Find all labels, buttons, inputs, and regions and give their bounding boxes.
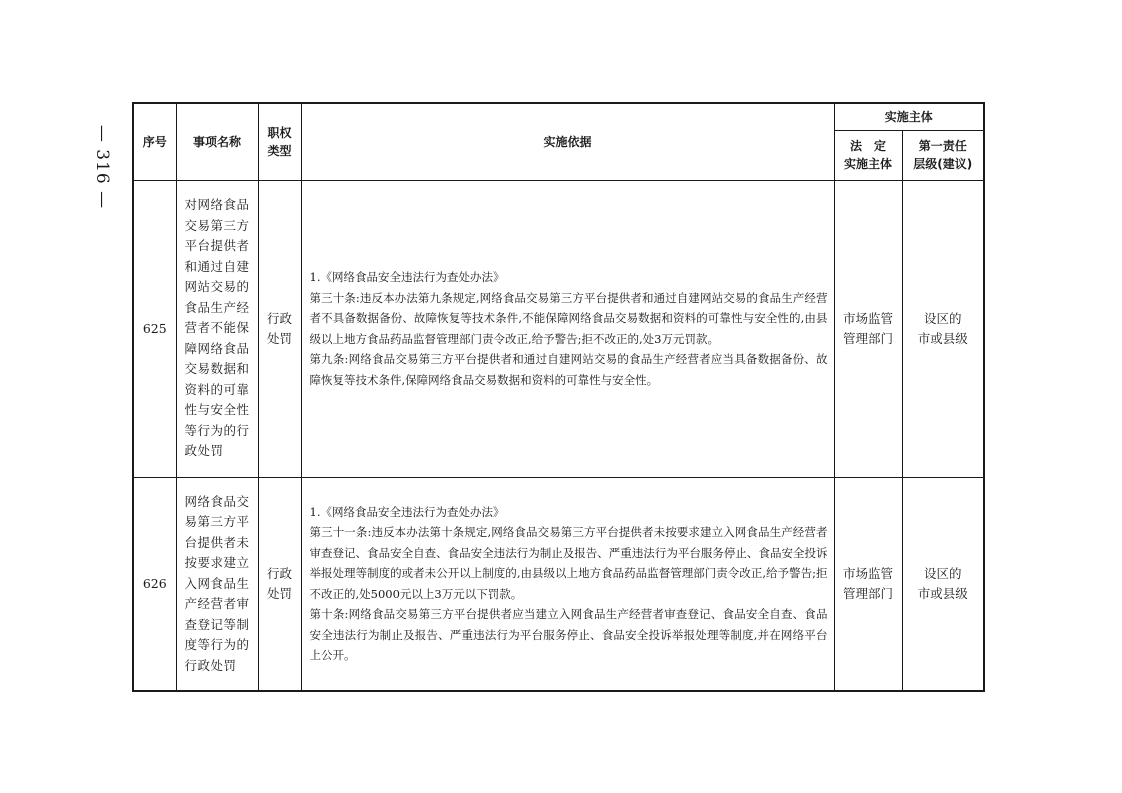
row-item-name: 网络食品交易第三方平台提供者未按要求建立入网食品生产经营者审查登记等制度等行为的行政处罚: [176, 477, 258, 691]
header-first-line1: 第一责任: [918, 139, 967, 153]
row-type-line2: 处罚: [266, 585, 292, 601]
header-seq: 序号: [133, 103, 176, 180]
header-basis: 实施依据: [301, 103, 834, 180]
page-number-text: — 316 —: [92, 124, 113, 210]
header-legal-line1: 法 定: [849, 139, 886, 153]
row-legal-line1: 市场监管: [842, 310, 893, 326]
header-legal-subject: [834, 130, 902, 180]
header-first-line2: 层级(建议): [913, 157, 973, 171]
row-seq: 626: [133, 477, 176, 691]
basis-title: 1.《网络食品安全违法行为查处办法》: [309, 504, 505, 519]
row-type-line1: 行政: [266, 310, 292, 326]
row-legal-subject: [834, 477, 902, 691]
header-name: 事项名称: [176, 103, 258, 180]
row-type-line1: 行政: [266, 565, 292, 581]
basis-article: 第三十条:违反本办法第九条规定,网络食品交易第三方平台提供者和通过自建网站交易的食品生产经营者不具备数据备份、故障恢复等技术条件,不能保障网络食品交易数据和资料的可靠性与安全性的,由县级以上地方食品药品监督管理部门责令改正,给予警告;拒不改正的,处3万元罚款。: [309, 290, 828, 346]
row-first-line2: 市或县级: [917, 330, 968, 346]
table-row: [133, 180, 984, 477]
row-type: [258, 477, 301, 691]
table-row: [133, 477, 984, 691]
header-legal-line2: 实施主体: [843, 157, 892, 171]
header-type: [258, 103, 301, 180]
header-type-line2: 类型: [267, 143, 292, 158]
row-legal-line1: 市场监管: [842, 565, 893, 581]
row-item-name: 对网络食品交易第三方平台提供者和通过自建网站交易的食品生产经营者不能保障网络食品交易数据和资料的可靠性与安全性等行为的行政处罚: [176, 180, 258, 477]
basis-article: 第三十一条:违反本办法第十条规定,网络食品交易第三方平台提供者未按要求建立入网食品生产经营者审查登记、食品安全自查、食品安全违法行为制止及报告、严重违法行为平台服务停止、食品安全投诉举报处理等制度的或者未公开以上制度的,由县级以上地方食品药品监督管理部门责令改正,给予警告;拒不改正的,处5000元以上3万元以下罚款。: [309, 525, 828, 601]
basis-title: 1.《网络食品安全违法行为查处办法》: [309, 270, 505, 284]
row-first-line2: 市或县级: [917, 585, 968, 601]
header-type-line1: 职权: [267, 125, 292, 140]
header-subject: 实施主体: [834, 103, 984, 130]
page-number: [82, 112, 122, 222]
enforcement-items-table: [132, 102, 985, 692]
row-basis: [301, 180, 834, 477]
row-first-responsibility: [902, 477, 984, 691]
row-type: [258, 180, 301, 477]
header-row-top: [133, 103, 984, 130]
row-first-responsibility: [902, 180, 984, 477]
basis-article: 第十条:网络食品交易第三方平台提供者应当建立入网食品生产经营者审查登记、食品安全自查、食品安全违法行为制止及报告、严重违法行为平台服务停止、食品安全投诉举报处理等制度,并在网络平台上公开。: [309, 607, 828, 663]
row-first-line1: 设区的: [924, 310, 962, 326]
row-basis: [301, 477, 834, 691]
basis-article: 第九条:网络食品交易第三方平台提供者和通过自建网站交易的食品生产经营者应当具备数据备份、故障恢复等技术条件,保障网络食品交易数据和资料的可靠性与安全性。: [309, 352, 828, 387]
row-legal-subject: [834, 180, 902, 477]
row-legal-line2: 管理部门: [842, 330, 893, 346]
header-first-responsibility: [902, 130, 984, 180]
row-seq: 625: [133, 180, 176, 477]
row-type-line2: 处罚: [266, 330, 292, 346]
row-first-line1: 设区的: [924, 565, 962, 581]
row-legal-line2: 管理部门: [842, 585, 893, 601]
